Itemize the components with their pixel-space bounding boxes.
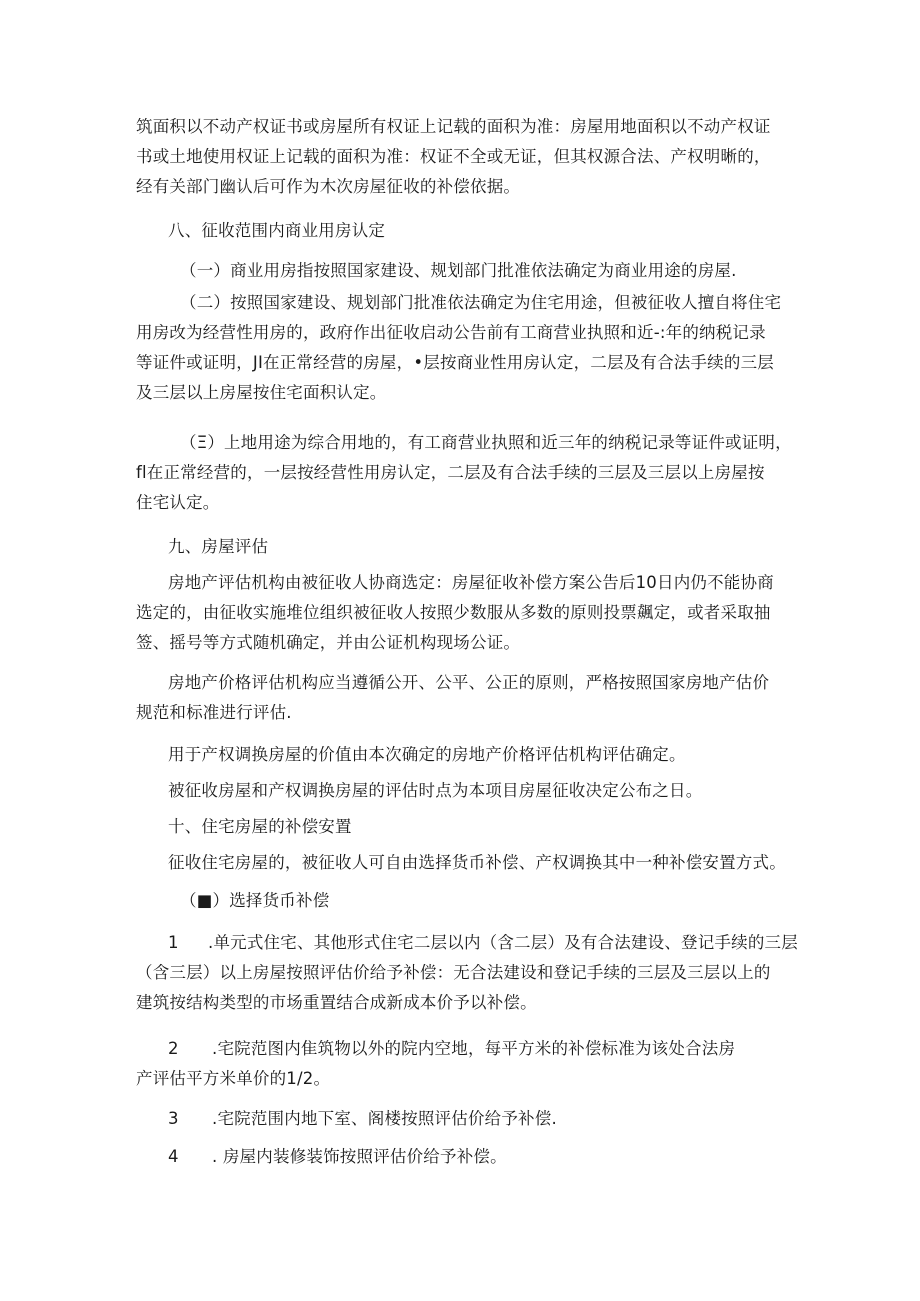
text-line: 房地产价格评估机构应当遵循公开、公平、公正的原则，严格按照国家房地产估价	[168, 673, 770, 692]
paragraph-commercial-definition: （一）商业用房指按照国家建设、规划部门批准依法确定为商业用途的房屋.	[180, 261, 737, 280]
list-item	[136, 1034, 796, 1094]
text-line: .单元式住宅、其他形式住宅二层以内（含二层）及有合法建设、登记手续的三层	[208, 933, 798, 952]
section-heading-10: 十、住宅房屋的补偿安置	[168, 817, 352, 836]
text-line: 等证件或证明，JI在正常经营的房屋，•层按商业性用房认定，二层及有合法手续的三层	[136, 353, 774, 372]
text-line: 及三层以上房屋按住宅面积认定。	[136, 383, 387, 402]
text-line: （含三层）以上房屋按照评估价给予补偿：无合法建设和登记手续的三层及三层以上的	[136, 963, 771, 982]
text-line: 房地产评估机构由被征收人协商选定：房屋征收补偿方案公告后10日内仍不能协商	[168, 573, 774, 592]
list-item-number: 3	[168, 1109, 179, 1128]
list-item-number: 4	[168, 1147, 179, 1166]
text-line: .宅院范围内地下室、阁楼按照评估价给予补偿.	[212, 1109, 557, 1128]
text-line: （Ξ）上地用途为综合用地的，有工商营业执照和近三年的纳税记录等证件或证明，	[180, 433, 792, 452]
list-item	[136, 1142, 796, 1172]
paragraph-appraisal-selection	[136, 568, 796, 658]
text-line: （二）按照国家建设、规划部门批准依法确定为住宅用途，但被征收人擅自将住宅	[180, 293, 782, 312]
text-line: 产评估平方米单价的1/2。	[136, 1069, 331, 1088]
list-item-number: 1	[168, 933, 179, 952]
section-heading-8: 八、征收范围内商业用房认定	[168, 221, 386, 240]
section-heading-9: 九、房屋评估	[168, 537, 269, 556]
text-line: 书或土地使用权证上记载的面积为准：权证不全或无证，但其权源合法、产权明晰的，	[136, 147, 771, 166]
text-line: 建筑按结构类型的市场重置结合成新成本价予以补偿。	[136, 993, 537, 1012]
paragraph-valuation-date: 被征收房屋和产权调换房屋的评估时点为本项目房屋征收决定公布之日。	[168, 781, 703, 800]
text-line: . 房屋内装修装饰按照评估价给予补偿。	[212, 1147, 507, 1166]
paragraph-area-basis	[136, 112, 796, 202]
text-line: fl在正常经营的，一层按经营性用房认定，二层及有合法手续的三层及三层以上房屋按	[136, 463, 765, 482]
text-line: 住宅认定。	[136, 493, 220, 512]
text-line: .宅院范图内隹筑物以外的院内空地，每平方米的补偿标准为该处合法房	[212, 1039, 736, 1058]
paragraph-exchange-value: 用于产权调换房屋的价值由本次确定的房地产价格评估机构评估确定。	[168, 745, 686, 764]
paragraph-mixed-use	[136, 428, 796, 518]
list-item	[136, 1104, 796, 1134]
subheading-monetary-compensation: （■）选择货币补偿	[180, 891, 330, 910]
paragraph-compensation-choice: 征收住宅房屋的，被征收人可自由选择货币补偿、产权调换其中一种补偿安置方式。	[168, 853, 786, 872]
text-line: 经有关部门幽认后可作为木次房屋征收的补偿依据。	[136, 177, 521, 196]
list-item	[136, 928, 796, 1018]
text-line: 筑面积以不动产权证书或房屋所有权证上记载的面积为准：房屋用地面积以不动产权证	[136, 117, 771, 136]
paragraph-residential-converted	[136, 288, 796, 408]
text-line: 选定的，由征收实施堆位组织被征收人按照少数服从多数的原则投票飆定，或者采取抽	[136, 603, 771, 622]
text-line: 规范和标准进行评估.	[136, 703, 292, 722]
list-item-number: 2	[168, 1039, 179, 1058]
paragraph-appraisal-principles	[136, 668, 796, 728]
text-line: 用房改为经营性用房的，政府作出征收启动公告前有工商营业执照和近-:年的纳税记录	[136, 323, 766, 342]
text-line: 签、摇号等方式随机确定，并由公证机构现场公证。	[136, 633, 521, 652]
